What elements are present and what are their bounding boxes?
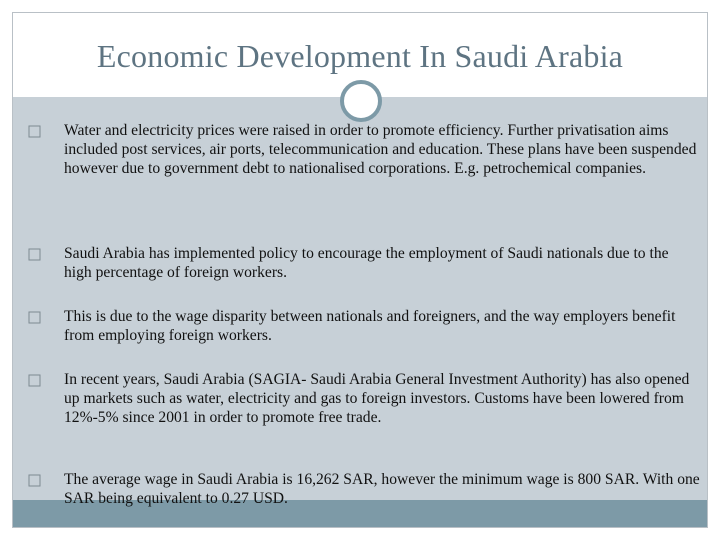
hollow-square-bullet-icon <box>28 311 41 324</box>
bullet-text: Water and electricity prices were raised in order to promote efficiency. Further privatisation aims included post services, air ports, telecommunication and education. These plans have been suspended however due to government debt to nationalised corporations. E.g. petrochemical companies. <box>64 122 697 177</box>
ring-connector-icon <box>340 80 382 122</box>
slide-title: Economic Development In Saudi Arabia <box>96 38 624 74</box>
bullet-text: Saudi Arabia has implemented policy to encourage the employment of Saudi nationals due to the high percentage of foreign workers. <box>64 245 669 281</box>
hollow-square-bullet-icon <box>28 125 41 138</box>
bullet-text: The average wage in Saudi Arabia is 16,262 SAR, however the minimum wage is 800 SAR. With one SAR being equivalent to 0.27 USD. <box>64 471 700 507</box>
hollow-square-bullet-icon <box>28 474 41 487</box>
hollow-square-bullet-icon <box>28 248 41 261</box>
hollow-square-bullet-icon <box>28 374 41 387</box>
bullet-text: In recent years, Saudi Arabia (SAGIA- Saudi Arabia General Investment Authority) has also opened up markets such as water, electricity and gas to foreign investors. Customs have been lowered from 12%-5% since 2001 in order to promote free trade. <box>64 371 690 426</box>
bullet-text: This is due to the wage disparity between nationals and foreigners, and the way employers benefit from employing foreign workers. <box>64 308 676 344</box>
